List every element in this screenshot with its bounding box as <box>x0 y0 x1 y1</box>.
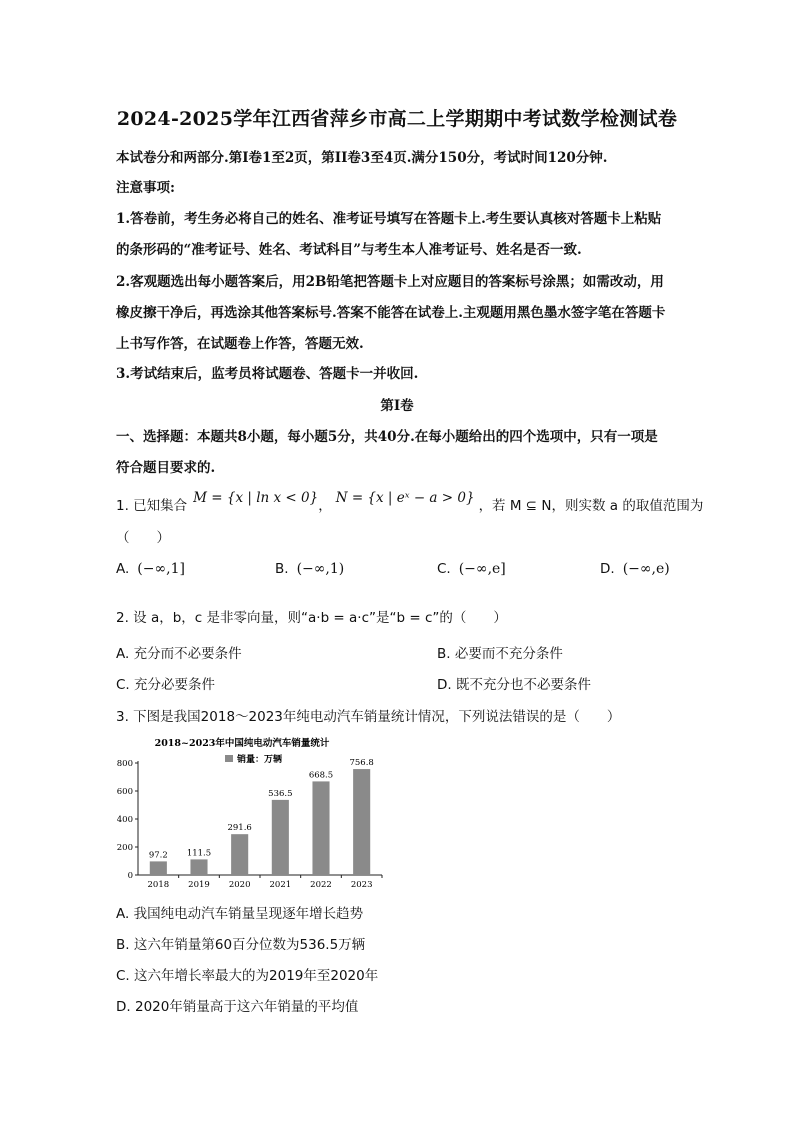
bar <box>312 781 329 875</box>
x-tick-label: 2018 <box>147 880 170 890</box>
q1-option-c: C. (−∞,e] <box>437 561 506 577</box>
bar <box>190 859 207 875</box>
section-heading: 符合题目要求的. <box>116 460 216 476</box>
exam-intro: 本试卷分和两部分.第I卷1至2页，第II卷3至4页.满分150分，考试时间120分钟. <box>116 150 608 166</box>
y-tick-label: 600 <box>116 787 133 797</box>
y-tick-label: 400 <box>116 815 133 825</box>
q1-set-m: M = {x | ln x < 0} <box>193 490 319 506</box>
q2-option-a: A. 充分而不必要条件 <box>116 646 242 662</box>
section-heading: 一、选择题：本题共8小题，每小题5分，共40分.在每小题给出的四个选项中，只有一项是 <box>116 429 658 445</box>
bar-value-label: 756.8 <box>349 758 374 769</box>
bar <box>353 769 370 875</box>
q3-option-a: A. 我国纯电动汽车销量呈现逐年增长趋势 <box>116 906 364 922</box>
chart-title: 2018~2023年中国纯电动汽车销量统计 <box>154 738 330 749</box>
page-title: 2024-2025学年江西省萍乡市高二上学期期中考试数学检测试卷 <box>116 108 678 130</box>
x-tick-label: 2019 <box>188 880 210 890</box>
question-3-stem: 3. 下图是我国2018～2023年纯电动汽车销量统计情况，下列说法错误的是（ ） <box>116 709 621 725</box>
part-title: 第I卷 <box>380 398 414 414</box>
q1-option-b: B. (−∞,1) <box>275 561 345 577</box>
note-line: 3.考试结束后，监考员将试题卷、答题卡一并收回. <box>116 366 419 382</box>
q1-answer-paren: （ ） <box>116 530 170 546</box>
x-tick-label: 2021 <box>269 880 292 890</box>
q1-separator: ， <box>318 498 332 514</box>
question-2-stem: 2. 设 a，b，c 是非零向量，则“a·b = a·c”是“b = c”的（ ） <box>116 610 507 626</box>
bar-value-label: 111.5 <box>186 848 212 859</box>
x-tick-label: 2020 <box>228 880 251 890</box>
notice-heading: 注意事项: <box>116 180 175 196</box>
bar <box>231 834 248 875</box>
bar-value-label: 536.5 <box>268 788 293 799</box>
question-1-stem <box>116 490 704 514</box>
y-tick-label: 800 <box>116 759 133 769</box>
q1-set-n: N = {x | eˣ − a > 0} <box>335 490 475 506</box>
bar-value-label: 291.6 <box>227 823 252 834</box>
note-line: 1.答卷前，考生务必将自己的姓名、准考证号填写在答题卡上.考生要认真核对答题卡上粘贴 <box>116 211 662 227</box>
q2-option-b: B. 必要而不充分条件 <box>437 646 563 662</box>
q3-option-d: D. 2020年销量高于这六年销量的平均值 <box>116 999 359 1015</box>
sales-bar-chart <box>110 730 390 892</box>
bar <box>150 861 167 875</box>
q2-option-d: D. 既不充分也不必要条件 <box>437 677 591 693</box>
q1-prefix: 1. 已知集合 <box>116 498 188 514</box>
bar <box>272 800 289 875</box>
legend-swatch <box>225 755 233 762</box>
x-tick-label: 2023 <box>350 880 373 890</box>
q1-option-d: D. (−∞,e) <box>600 561 670 577</box>
y-tick-label: 200 <box>116 843 133 853</box>
q1-option-a: A. (−∞,1] <box>116 561 185 577</box>
note-line: 2.客观题选出每小题答案后，用2B铅笔把答题卡上对应题目的答案标号涂黑；如需改动，用 <box>116 274 664 290</box>
x-tick-label: 2022 <box>310 880 332 890</box>
q3-option-c: C. 这六年增长率最大的为2019年至2020年 <box>116 968 379 984</box>
bar-value-label: 668.5 <box>308 770 334 781</box>
note-line: 橡皮擦干净后，再选涂其他答案标号.答案不能答在试卷上.主观题用黑色墨水签字笔在答题卡 <box>116 305 666 321</box>
legend-label: 销量：万辆 <box>237 755 283 765</box>
y-tick-label: 0 <box>127 871 133 881</box>
q1-suffix: ，若 M ⊆ N，则实数 a 的取值范围为 <box>478 498 704 514</box>
bar-value-label: 97.2 <box>148 850 168 861</box>
q2-option-c: C. 充分必要条件 <box>116 677 216 693</box>
note-line: 的条形码的“准考证号、姓名、考试科目”与考生本人准考证号、姓名是否一致. <box>116 242 582 258</box>
note-line: 上书写作答，在试题卷上作答，答题无效. <box>116 336 364 352</box>
q3-option-b: B. 这六年销量第60百分位数为536.5万辆 <box>116 937 366 953</box>
